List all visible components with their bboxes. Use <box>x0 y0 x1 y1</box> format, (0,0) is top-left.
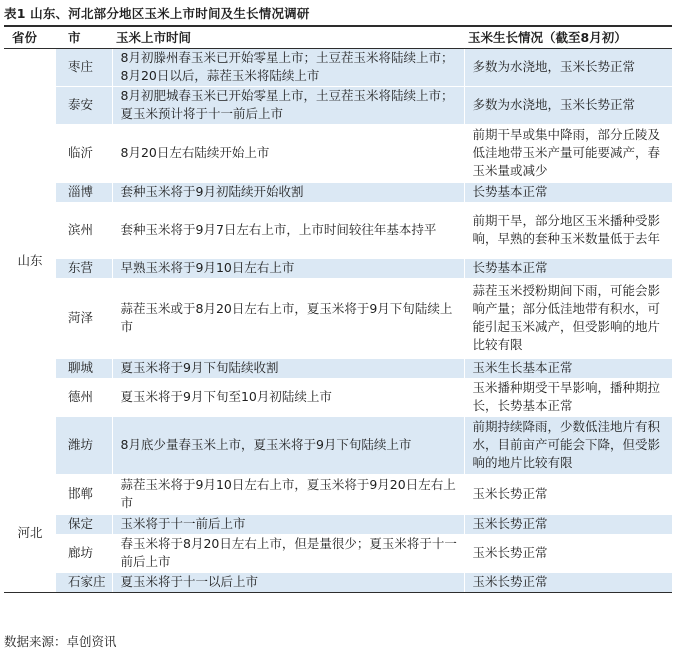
city-cell: 菏泽 <box>56 278 112 358</box>
time-cell: 套种玉米将于9月7日左右上市，上市时间较往年基本持平 <box>112 202 464 258</box>
header-province: 省份 <box>4 26 56 48</box>
header-row <box>4 26 672 48</box>
time-cell: 8月20日左右陆续开始上市 <box>112 124 464 182</box>
table-row <box>4 202 672 258</box>
city-cell: 泰安 <box>56 86 112 124</box>
time-cell: 早熟玉米将于9月10日左右上市 <box>112 258 464 278</box>
time-cell: 玉米将于十一前后上市 <box>112 514 464 534</box>
growth-cell: 玉米长势正常 <box>464 474 672 514</box>
time-cell: 夏玉米将于9月下旬陆续收割 <box>112 358 464 378</box>
data-source-note: 数据来源：卓创资讯 <box>4 634 117 649</box>
growth-cell: 玉米生长基本正常 <box>464 358 672 378</box>
city-cell: 德州 <box>56 378 112 416</box>
growth-cell: 前期持续降雨，少数低洼地片有积水，目前亩产可能会下降，但受影响的地片比较有限 <box>464 416 672 474</box>
growth-cell: 多数为水浇地，玉米长势正常 <box>464 86 672 124</box>
table-row <box>4 514 672 534</box>
time-cell: 套种玉米将于9月初陆续开始收割 <box>112 182 464 202</box>
table-row <box>4 416 672 474</box>
growth-cell: 多数为水浇地，玉米长势正常 <box>464 48 672 86</box>
table-title: 表1 山东、河北部分地区玉米上市时间及生长情况调研 <box>4 6 310 21</box>
time-cell: 8月初滕州春玉米已开始零星上市；土豆茬玉米将陆续上市；8月20日以后，蒜茬玉米将陆续上市 <box>112 48 464 86</box>
city-cell: 保定 <box>56 514 112 534</box>
growth-cell: 玉米长势正常 <box>464 572 672 592</box>
city-cell: 邯郸 <box>56 474 112 514</box>
city-cell: 枣庄 <box>56 48 112 86</box>
growth-cell: 蒜茬玉米授粉期间下雨，可能会影响产量；部分低洼地带有积水，可能引起玉米减产，但受影响的地片比较有限 <box>464 278 672 358</box>
table-row <box>4 258 672 278</box>
time-cell: 8月底少量春玉米上市，夏玉米将于9月下旬陆续上市 <box>112 416 464 474</box>
city-cell: 临沂 <box>56 124 112 182</box>
time-cell: 蒜茬玉米将于9月10日左右上市，夏玉米将于9月20日左右上市 <box>112 474 464 514</box>
table-row <box>4 124 672 182</box>
table-row <box>4 48 672 86</box>
growth-cell: 前期干旱或集中降雨，部分丘陵及低洼地带玉米产量可能要减产，春玉米量或减少 <box>464 124 672 182</box>
time-cell: 夏玉米将于9月下旬至10月初陆续上市 <box>112 378 464 416</box>
header-city: 市 <box>56 26 112 48</box>
table-row <box>4 572 672 592</box>
table-row <box>4 278 672 358</box>
header-time: 玉米上市时间 <box>112 26 464 48</box>
table-row <box>4 378 672 416</box>
header-growth: 玉米生长情况（截至8月初） <box>464 26 672 48</box>
growth-cell: 长势基本正常 <box>464 182 672 202</box>
corn-survey-table <box>4 25 672 593</box>
growth-cell: 长势基本正常 <box>464 258 672 278</box>
growth-cell: 前期干旱，部分地区玉米播种受影响，早熟的套种玉米数量低于去年 <box>464 202 672 258</box>
growth-cell: 玉米长势正常 <box>464 534 672 572</box>
province-cell-hebei: 河北 <box>4 474 56 592</box>
growth-cell: 玉米播种期受干旱影响，播种期拉长，长势基本正常 <box>464 378 672 416</box>
city-cell: 淄博 <box>56 182 112 202</box>
city-cell: 潍坊 <box>56 416 112 474</box>
time-cell: 春玉米将于8月20日左右上市，但是量很少；夏玉米将于十一前后上市 <box>112 534 464 572</box>
city-cell: 石家庄 <box>56 572 112 592</box>
city-cell: 东营 <box>56 258 112 278</box>
time-cell: 夏玉米将于十一以后上市 <box>112 572 464 592</box>
city-cell: 滨州 <box>56 202 112 258</box>
province-cell-shandong: 山东 <box>4 48 56 474</box>
growth-cell: 玉米长势正常 <box>464 514 672 534</box>
city-cell: 廊坊 <box>56 534 112 572</box>
table-row <box>4 182 672 202</box>
time-cell: 蒜茬玉米或于8月20日左右上市，夏玉米将于9月下旬陆续上市 <box>112 278 464 358</box>
city-cell: 聊城 <box>56 358 112 378</box>
table-row <box>4 86 672 124</box>
table-row <box>4 358 672 378</box>
table-row <box>4 474 672 514</box>
table-row <box>4 534 672 572</box>
time-cell: 8月初肥城春玉米已开始零星上市，土豆茬玉米将陆续上市；夏玉米预计将于十一前后上市 <box>112 86 464 124</box>
